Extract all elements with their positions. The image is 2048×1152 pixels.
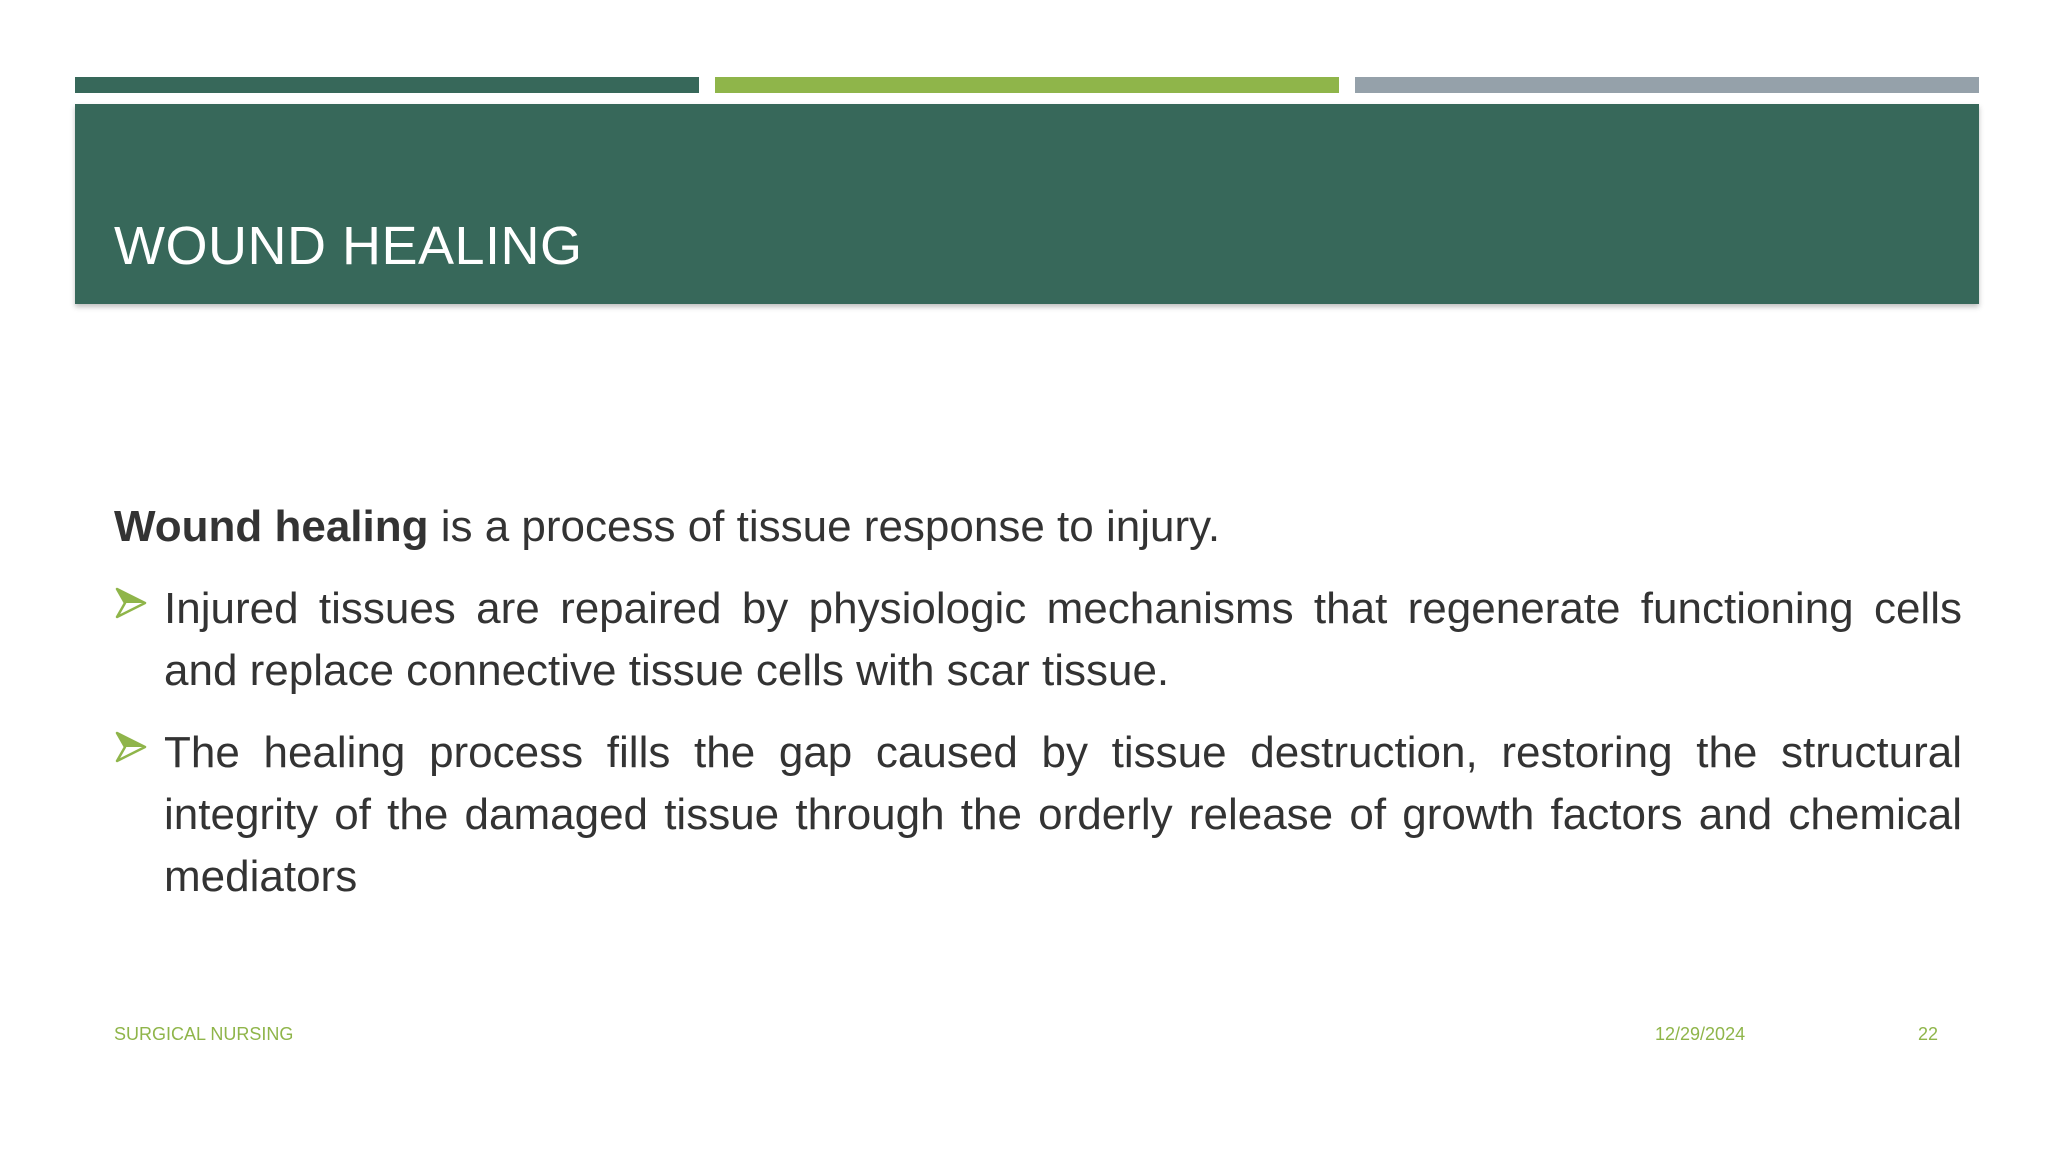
accent-bar-light-green xyxy=(715,77,1339,93)
bullet-list xyxy=(114,578,1962,908)
footer-page-number: 22 xyxy=(1918,1024,1939,1044)
bullet-item xyxy=(114,578,1962,702)
accent-bar-gray xyxy=(1355,77,1979,93)
footer-date: 12/29/2024 xyxy=(1655,1024,1746,1044)
title-band xyxy=(75,104,1979,304)
bullet-item xyxy=(114,722,1962,908)
bullet-text: Injured tissues are repaired by physiologic mechanisms that regenerate functioning cells and replace connective tissue cells with scar tissue. xyxy=(164,584,1962,695)
accent-bar-dark-green xyxy=(75,77,699,93)
intro-paragraph xyxy=(114,496,1962,558)
intro-term: Wound healing xyxy=(114,502,429,551)
footer-course: SURGICAL NURSING xyxy=(114,1024,294,1044)
intro-text: is a process of tissue response to injury. xyxy=(428,502,1221,551)
bullet-text: The healing process fills the gap caused by tissue destruction, restoring the structural integrity of the damaged tissue through the orderly release of growth factors and chemical mediators xyxy=(164,728,1962,901)
slide-title: WOUND HEALING xyxy=(114,216,583,276)
arrowhead-bullet-icon xyxy=(114,730,148,764)
slide-content xyxy=(114,496,1962,928)
arrowhead-bullet-icon xyxy=(114,586,148,620)
